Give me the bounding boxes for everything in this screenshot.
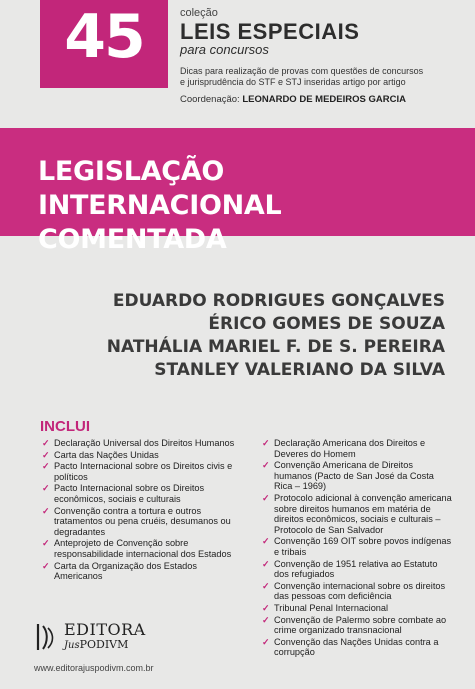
author-name: STANLEY VALERIANO DA SILVA xyxy=(154,360,445,380)
volume-number-box xyxy=(40,0,168,88)
check-icon: ✓ xyxy=(262,614,270,625)
series-tips xyxy=(180,66,450,88)
book-title xyxy=(38,155,475,257)
includes-list-right xyxy=(262,438,452,659)
check-icon: ✓ xyxy=(42,560,50,571)
author-name: NATHÁLIA MARIEL F. DE S. PEREIRA xyxy=(106,337,445,357)
publisher-brand xyxy=(64,638,128,651)
includes-item: ✓ Protocolo adicional à convenção americana sobre direitos humanos em matéria de direitos econômicos, sociais e culturais – Protocolo de San Salvador xyxy=(262,492,452,535)
includes-item: ✓ Convenção Americana de Direitos humanos (Pacto de San José da Costa Rica – 1969) xyxy=(262,460,434,492)
coordination xyxy=(180,94,406,105)
check-icon: ✓ xyxy=(262,492,270,503)
check-icon: ✓ xyxy=(42,483,50,494)
includes-item: ✓ Carta da Organização dos Estados Americanos xyxy=(42,560,197,582)
check-icon: ✓ xyxy=(42,461,50,472)
check-icon: ✓ xyxy=(262,536,270,547)
includes-item: ✓ Pacto Internacional sobre os Direitos econômicos, sociais e culturais xyxy=(42,483,205,504)
collection-label: coleção xyxy=(180,7,218,19)
includes-item: ✓ Declaração Universal dos Direitos Humanos xyxy=(42,438,235,448)
series-tips-line-1: Dicas para realização de provas com questões de concursos xyxy=(180,66,424,76)
check-icon: ✓ xyxy=(42,538,50,549)
includes-item: ✓ Declaração Americana dos Direitos e Deveres do Homem xyxy=(262,438,426,459)
series-subtitle: para concursos xyxy=(180,42,269,57)
check-icon: ✓ xyxy=(42,505,50,516)
publisher-website: www.editorajuspodivm.com.br xyxy=(34,663,154,673)
check-icon: ✓ xyxy=(262,558,270,569)
authors-list xyxy=(107,290,445,382)
book-title-line-1: LEGISLAÇÃO INTERNACIONAL xyxy=(38,156,282,221)
includes-item: ✓ Convenção contra a tortura e outros tratamentos ou pena cruéis, desumanos ou degradantes xyxy=(42,505,231,537)
check-icon: ✓ xyxy=(42,438,50,448)
check-icon: ✓ xyxy=(262,602,270,613)
publisher-name: EDITORA xyxy=(64,620,146,639)
includes-item: ✓ Tribunal Penal Internacional xyxy=(262,602,389,613)
author-name: EDUARDO RODRIGUES GONÇALVES xyxy=(112,291,445,311)
pen-nib-icon xyxy=(34,622,58,652)
coordinator-name: LEONARDO DE MEDEIROS GARCIA xyxy=(242,94,406,105)
book-title-line-2: COMENTADA xyxy=(38,224,227,255)
volume-number: 45 xyxy=(64,2,144,72)
includes-item: ✓ Convenção de Palermo sobre combate ao crime organizado transnacional xyxy=(262,614,447,636)
check-icon: ✓ xyxy=(42,449,50,460)
publisher-brand-name: PODIVM xyxy=(79,638,129,651)
check-icon: ✓ xyxy=(262,438,270,448)
includes-item: ✓ Convenção das Nações Unidas contra a corrupção xyxy=(262,636,439,658)
coordination-label: Coordenação: xyxy=(180,94,240,105)
publisher-brand-prefix: Jus xyxy=(64,640,80,651)
author-name: ÉRICO GOMES DE SOUZA xyxy=(208,314,445,334)
check-icon: ✓ xyxy=(262,580,270,591)
includes-heading: INCLUI xyxy=(40,418,90,435)
series-tips-line-2: e jurisprudência do STF e STJ inseridas artigo por artigo xyxy=(180,77,406,87)
series-name: LEIS ESPECIAIS xyxy=(180,19,360,44)
check-icon: ✓ xyxy=(262,636,270,647)
includes-item: ✓ Pacto Internacional sobre os Direitos civis e políticos xyxy=(42,461,233,482)
includes-item: ✓ Convenção internacional sobre os direitos das pessoas com deficiência xyxy=(262,580,446,602)
includes-list-left xyxy=(42,438,247,583)
includes-item: ✓ Convenção de 1951 relativa ao Estatuto dos refugiados xyxy=(262,558,438,580)
includes-item: ✓ Anteprojeto de Convenção sobre responsabilidade internacional dos Estados xyxy=(42,538,232,559)
check-icon: ✓ xyxy=(262,460,270,471)
includes-item: ✓ Convenção 169 OIT sobre povos indígenas e tribais xyxy=(262,536,452,557)
includes-item: ✓ Carta das Nações Unidas xyxy=(42,449,159,460)
